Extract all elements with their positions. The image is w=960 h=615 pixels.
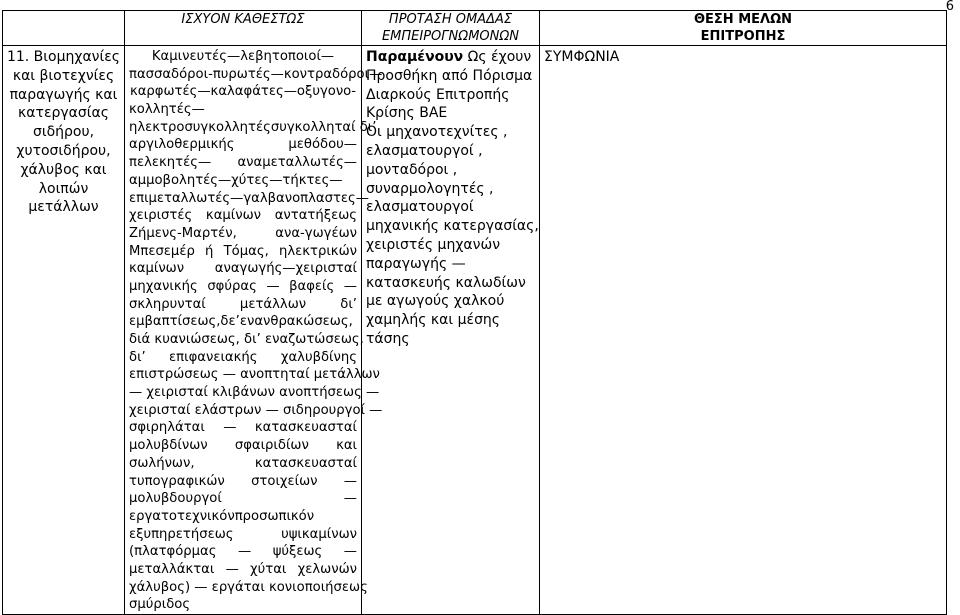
status-line: Ζήμενς-Μαρτέν, ανα-γωγέων <box>129 225 357 241</box>
proposal-line: παραγωγής — <box>366 255 466 272</box>
header-expert-proposal-line1: ΠΡΟΤΑΣΗ ΟΜΑΔΑΣ <box>388 12 513 27</box>
proposal-line: με αγωγούς χαλκού <box>366 293 505 310</box>
status-line: — χειρισταί κλιβάνων ανοπτήσεως — <box>129 385 380 401</box>
status-line: (πλατφόρμας — ψύξεως — <box>129 544 357 560</box>
status-line: χάλυβος) — εργάται κονιοποιήσεως <box>129 579 368 595</box>
header-current-status <box>125 11 362 46</box>
status-line: εξυπηρετήσεως υψικαμίνων <box>129 526 357 542</box>
category-line: χάλυβος και <box>20 161 107 178</box>
proposal-line: μηχανικής κατεργασίας, <box>366 218 539 235</box>
status-line: σωλήνων, κατασκευασταί <box>129 455 357 471</box>
status-line: Καμινευτές—λεβητοποιοί— <box>151 49 335 64</box>
header-expert-proposal <box>362 11 540 46</box>
status-line: χειρισταί ελάστρων — σιδηρουργοί — <box>129 402 383 418</box>
proposal-line: Προσθήκη από Πόρισμα <box>366 67 533 84</box>
proposal-line: ελασματουργοί <box>366 199 474 216</box>
proposal-remain-label: Παραμένουν <box>366 49 464 65</box>
status-line: μεταλλάκται — χύται χελωνών <box>129 561 357 577</box>
status-line: μηχανικής σφύρας — βαφείς — <box>129 278 357 294</box>
status-line: μολυβδουργοί — <box>129 491 357 507</box>
status-line: δι’ επιφανειακής χαλυβδίνης <box>129 349 357 365</box>
page-number: 6 <box>945 0 954 14</box>
status-line: Μπεσεμέρ ή Τόμας, ηλεκτρικών <box>129 243 357 259</box>
expert-proposal-cell <box>362 46 540 615</box>
proposal-line: ελασματουργοί , <box>366 142 483 159</box>
status-line: σμύριδος <box>129 597 191 613</box>
status-line: μολυβδίνων σφαιριδίων και <box>129 438 357 454</box>
proposal-line: μονταδόροι , <box>366 161 458 178</box>
proposal-line: Διαρκούς Επιτροπής <box>366 86 510 103</box>
status-line: χειριστές καμίνων αντατήξεως <box>129 208 357 224</box>
category-line: κατεργασίας <box>18 105 109 122</box>
board-position-text: ΣΥΜΦΩΝΙΑ <box>544 49 620 65</box>
category-line: σιδήρου, <box>32 124 95 141</box>
category-line: 11. Βιομηχανίες <box>6 49 121 65</box>
status-line: εμβαπτίσεως,δε’ενανθρακώσεως, <box>129 314 353 330</box>
status-line: επιμεταλλωτές—γαλβανοπλαστες— <box>129 190 369 206</box>
board-position-cell <box>540 46 947 615</box>
proposal-line: Κρίσης ΒΑΕ <box>366 105 448 122</box>
category-line: λοιπών <box>38 180 89 197</box>
status-line: σκληρυνταί μετάλλων δι’ <box>129 296 357 312</box>
header-expert-proposal-line2: ΕΜΠΕΙΡΟΓΝΩΜΟΝΩΝ <box>381 29 520 44</box>
header-board-position-line1: ΘΕΣΗ ΜΕΛΩΝ <box>693 12 793 27</box>
proposal-line: Οι μηχανοτεχνίτες , <box>366 124 508 141</box>
proposal-line: κατασκευής καλωδίων <box>366 274 526 291</box>
status-line: ηλεκτροσυγκολλητέςσυγκολληταί δι’ <box>129 119 377 135</box>
category-line: και βιοτεχνίες <box>12 67 115 84</box>
table-header-row <box>3 11 947 46</box>
category-line: μετάλλων <box>28 199 99 216</box>
proposal-line: χειριστές μηχανών <box>366 236 501 253</box>
status-line: καμίνων αναγωγής—χειρισταί <box>129 261 357 277</box>
proposal-line: συναρμολογητές , <box>366 180 494 197</box>
proposal-line: χαμηλής και μέσης <box>366 312 501 329</box>
status-line: κολλητές— <box>129 102 205 118</box>
document-table <box>2 10 947 615</box>
status-line: σφιρηλάται — κατασκευασταί <box>129 420 357 436</box>
category-line: παραγωγής και <box>9 86 118 103</box>
status-line: διά κυανιώσεως, δι’ εναζωτώσεως, <box>129 332 364 347</box>
proposal-line: τάσης <box>366 330 410 347</box>
header-board-position-line2: ΕΠΙΤΡΟΠΗΣ <box>700 29 786 44</box>
category-line: χυτοσιδήρου, <box>16 142 111 159</box>
table-row <box>3 46 947 615</box>
status-line: πελεκητές— αναμεταλλωτές— <box>129 155 357 171</box>
status-line: αργιλοθερμικής μεθόδου— <box>129 137 357 153</box>
status-line: αμμοβολητές—χύτες—τήκτες— <box>129 172 343 188</box>
proposal-first-line <box>366 48 535 67</box>
status-line: τυπογραφικών στοιχείων — <box>129 473 357 489</box>
status-line: επιστρώσεως — ανοπτηταί μετάλλων <box>129 367 380 383</box>
header-empty-cell <box>3 11 125 46</box>
status-line: καρφωτές—καλαφάτες—οξυγονο- <box>129 84 357 100</box>
status-line: πασσαδόροι-πυρωτές—κοντραδόροι— <box>129 66 383 82</box>
status-line: εργατοτεχνικόνπροσωπικόν <box>129 508 315 524</box>
current-status-cell <box>125 46 383 615</box>
header-board-position <box>540 11 947 46</box>
category-cell <box>3 46 125 615</box>
proposal-as-is-text: Ως έχουν <box>463 49 532 65</box>
header-current-status-label: ΙΣΧΥΟΝ ΚΑΘΕΣΤΩΣ <box>181 12 305 27</box>
